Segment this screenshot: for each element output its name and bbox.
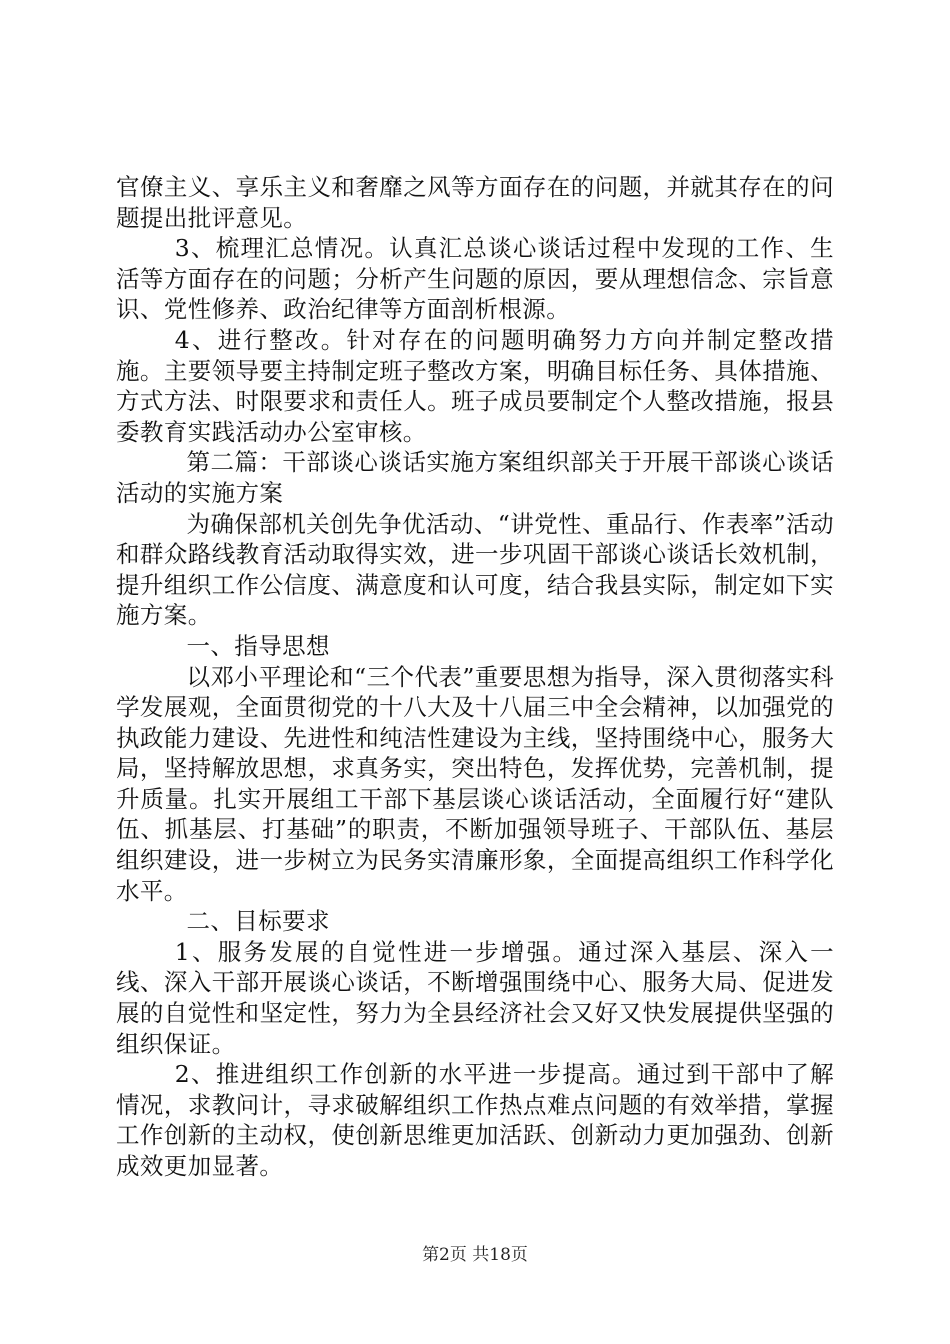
page-number-footer: 第2页 共18页 <box>422 1245 528 1265</box>
heading-guiding-ideology: 一、指导思想 <box>186 631 330 660</box>
paragraph-goal-2: 2、推进组织工作创新的水平进一步提高。通过到干部中了解情况，求教问计，寻求破解组织工作热点难点问题的有效举措，掌握工作创新的主动权，使创新思维更加活跃、创新动力更加强劲、创新成效更加显著。 <box>116 1060 834 1180</box>
paragraph-guiding-ideology: 以邓小平理论和“三个代表”重要思想为指导，深入贯彻落实科学发展观，全面贯彻党的十八大及十八届三中全会精神，以加强党的执政能力建设、先进性和纯洁性建设为主线，坚持围绕中心，服务大局，坚持解放思想，求真务实，突出特色，发挥优势，完善机制，提升质量。扎实开展组工干部下基层谈心谈话活动，全面履行好“建队伍、抓基层、打基础”的职责，不断加强领导班子、干部队伍、基层组织建设，进一步树立为民务实清廉形象，全面提高组织工作科学化水平。 <box>116 662 834 905</box>
paragraph-continuation: 官僚主义、享乐主义和奢靡之风等方面存在的问题，并就其存在的问题提出批评意见。 <box>116 173 834 232</box>
paragraph-item-3: 3、梳理汇总情况。认真汇总谈心谈话过程中发现的工作、生活等方面存在的问题；分析产生问题的原因，要从理想信念、宗旨意识、党性修养、政治纪律等方面剖析根源。 <box>116 234 834 324</box>
paragraph-intro: 为确保部机关创先争优活动、“讲党性、重品行、作表率”活动和群众路线教育活动取得实效，进一步巩固干部谈心谈话长效机制，提升组织工作公信度、满意度和认可度，结合我县实际，制定如下实施方案。 <box>116 509 834 630</box>
section-title: 第二篇：干部谈心谈话实施方案组织部关于开展干部谈心谈话活动的实施方案 <box>116 448 834 507</box>
document-body <box>116 172 834 1182</box>
paragraph-goal-1: 1、服务发展的自觉性进一步增强。通过深入基层、深入一线、深入干部开展谈心谈话，不断增强围绕中心、服务大局、促进发展的自觉性和坚定性，努力为全县经济社会又好又快发展提供坚强的组织保证。 <box>116 937 834 1058</box>
paragraph-item-4: 4、进行整改。针对存在的问题明确努力方向并制定整改措施。主要领导要主持制定班子整改方案，明确目标任务、具体措施、方式方法、时限要求和责任人。班子成员要制定个人整改措施，报县委教育实践活动办公室审核。 <box>116 325 834 446</box>
heading-goals: 二、目标要求 <box>186 907 330 936</box>
